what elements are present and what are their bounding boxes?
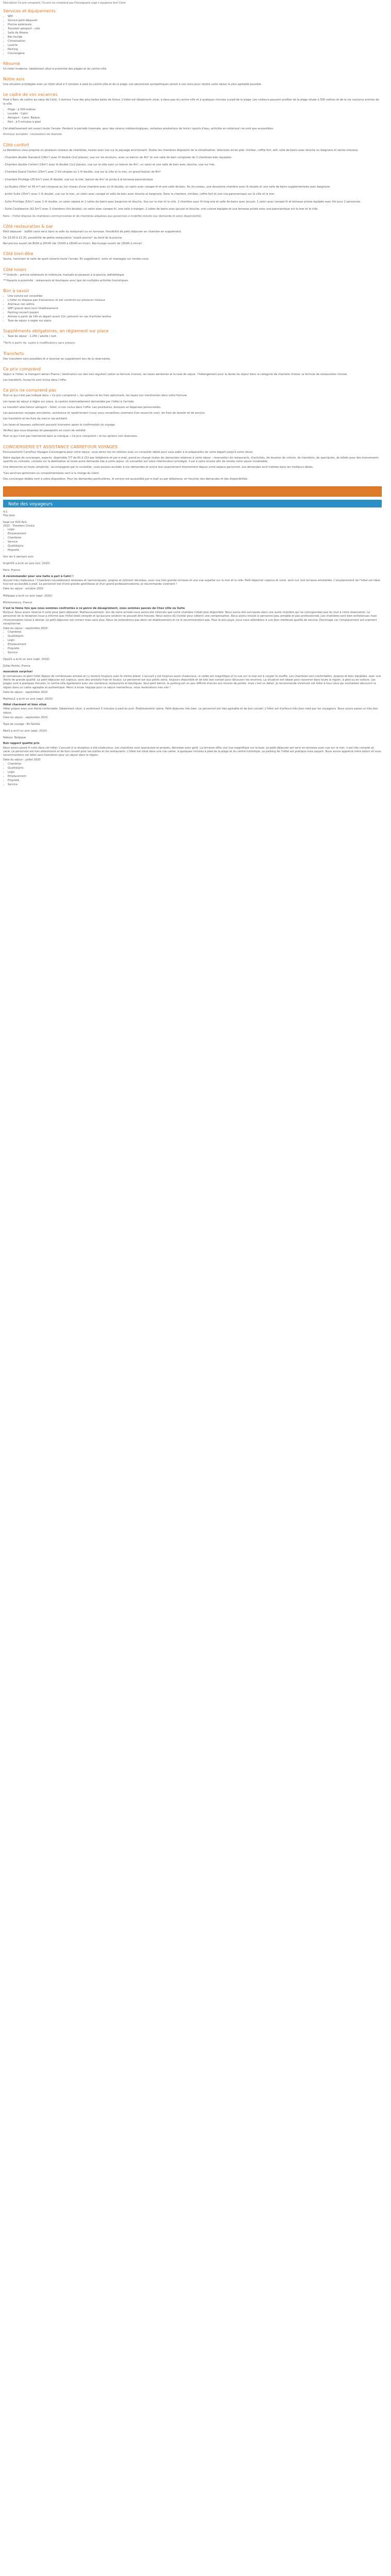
review-item	[3, 730, 382, 787]
loisirs-item: ** Gratuits : piscine extérieure et intérieure, transats et parasols à la piscine, bibliothèque.	[3, 273, 125, 277]
prix-ne-comprend-title: Ce prix ne comprend pas	[3, 387, 56, 393]
review-title: A recommander pour une halte à pari à Cahri !	[3, 574, 74, 578]
see-latest-reviews-link[interactable]: Voir les 5 derniers avis	[3, 555, 34, 559]
list-item: • Parking	[8, 48, 382, 52]
list-item: • Arrivée à partir de 14h et départ avant 11h, prévenir en cas d'arrivée tardive	[8, 315, 382, 319]
reviews-section	[3, 511, 382, 787]
services-title: Services et équipements	[3, 8, 56, 13]
rating-category: • Chambres	[8, 631, 382, 634]
review-date: Date du séjour : octobre 2020	[3, 587, 43, 591]
conciergerie-p3: Une démarche en toute simplicité : accompagnés par le conseiller, vous pouvez accéder à vos demandes et suivre leur avancement directement depuis votre espace personnel. Les demandes sont traitées dans les meilleurs délais.	[3, 466, 314, 469]
prix-ne-comprend-p2: Les taxes de séjour à régler sur place, la caution éventuellement demandée par l'hôtel à l'arrivée.	[3, 400, 135, 403]
conciergerie-p1: Exclusivement Carrefour Voyages Conciergerie pour votre séjour, vous serez mis en relation avec un conseiller dédié pour vous aider à la préparation de votre départ jusqu'à votre retour.	[3, 450, 254, 454]
rating-category: • Logis	[8, 528, 382, 532]
confort-title: Côté confort	[3, 142, 29, 147]
list-item: • Service petit-déjeuner	[8, 19, 382, 23]
rooms-block	[3, 149, 382, 219]
cadre-note: Animaux acceptés : nécessitant de réserver.	[3, 133, 63, 137]
review-body: Nous avons passé 4 nuits dans cet hôtel. L'accueil à la réception a été chaleureux. Les chambres sont spacieuses et propres, décorées avec goût. La terrasse offre une vue magnifique sur la baie. Le petit-déjeuner est servi en terrasse avec vue sur la mer, il est très complet et varié. Le personnel est très attentionné et de bon conseil pour les visites et les restaurants. L'hôtel est situé dans une rue calme, à quelques minutes à pied de la plage et du centre historique. Le parking de l'hôtel est pratique mais payant. Nous avons apprécié notre séjour et nous recommandons cet hôtel sans hésitation pour un séjour dans la région.	[3, 746, 381, 757]
review-meta: Millipapo a écrit un avis (sept. 2020)	[3, 594, 52, 598]
list-item: • WIFI gratuit dans tout l'établissement	[8, 307, 382, 311]
list-item: • Une voiture est conseillée	[8, 295, 382, 298]
review-date: Date du séjour : septembre 2020	[3, 690, 48, 694]
cadre-outro: Cet établissement est ouvert toute l'année. Pendant la période hivernale, pour des raisons météorologiques, certaines prestations de loisirs (sports d'eau, activités en extérieur) ne sont pas accessibles.	[3, 127, 274, 131]
rating-categories	[3, 528, 382, 552]
supplements-note: *Tarifs à partir de, sujets à modifications sans préavis.	[3, 342, 76, 345]
list-item: • L'hôtel ne dispose pas d'ascenseur et est construit sur plusieurs niveaux	[8, 299, 382, 302]
review-meta: Bbe3 a écrit un avis (sept. 2020)	[3, 730, 47, 733]
cadre-intro: Posé à flanc de colline au cœur de Cahri, il domine l'une des plus belles baies de Grèce. L'hôtel est idéalement situé, à deux pas du centre-ville et à quelques minutes à pied de la plage. Les visiteurs peuvent profiter de la plage située à 500 mètres et de la vie nocturne animée de la ville.	[3, 98, 379, 106]
room-description: - Chambre Privilège (25,5m²) avec lit double, vue sur la mer, balcon de 4m² et accès à la terrasse panoramique.	[3, 178, 154, 181]
loisirs-item: ** Payants à proximité : restaurants et boutiques ainsi que de multiples activités touristiques.	[3, 279, 129, 282]
rating-category: • Propreté	[8, 779, 382, 783]
restauration-p3: Bar-piscine ouvert de 8h00 à 20h00 (de 15h00 à 18h00 en hiver). Bar-lounge ouvert de 18h00 à minuit.	[3, 242, 143, 245]
review-title: Bon rapport qualité prix	[3, 742, 40, 745]
bon-savoir-title: Bon à savoir	[3, 288, 29, 294]
room-description: - Chambre double Standard (19m²) avec lit double (1x2 places), vue sur les environs, avec un balcon de 4m² et une salle de bain composée de 2 chambres bien équipées.	[3, 156, 233, 159]
list-item: • Localité : Cahri	[8, 112, 382, 116]
rating-category: • Emplacement	[8, 643, 382, 647]
prix-ne-comprend-p6: Les taxes et hausses carburant pouvant intervenir après la confirmation du voyage.	[3, 423, 116, 427]
transferts-title: Transferts	[3, 350, 24, 356]
reviews-score-label: Très bien	[3, 514, 15, 518]
services-list	[3, 15, 382, 56]
reviews-count: basé sur 629 Avis	[3, 521, 27, 524]
rating-category: • Service	[8, 540, 382, 544]
list-item: • Taxe de séjour : 1,25€ / adulte / nuit	[8, 335, 382, 338]
review-body: Accueil très chaleureux ! Chambres nouvellement rénovées et harmonieuses, propres et joliment décorées, avec une très grande terrasse et une vue superbe sur la mer et la ville. Petit-déjeuner copieux et varié, servi sur une terrasse ensoleillée. L'emplacement de l'hôtel est idéal, tout est accessible à pied. Le personnel est d'une grande gentillesse et d'un grand professionnalisme. Je recommande vivement !	[3, 579, 381, 586]
prix-ne-comprend-p4: Les assurances voyages annulation, assistance et rapatriement (nous vous conseillons vivement d'en souscrire une), les frais de dossier et de service.	[3, 412, 206, 415]
supplements-list	[3, 335, 382, 338]
prix-ne-comprend-p7: Vérifiez que vous disposez de passeports en cours de validité.	[3, 429, 87, 433]
prix-ne-comprend-p1: Tout ce qui n'est pas indiqué dans « Ce prix comprend », les options et les frais optionnels, les repas non mentionnés dans votre formule.	[3, 394, 188, 398]
list-item: • Plage : à 500 mètres	[8, 108, 382, 112]
reviews-score: 4,5	[3, 511, 8, 514]
list-item: • Parking couvert payant	[8, 311, 382, 315]
rating-category: • Emplacement	[8, 775, 382, 778]
reviews-filter: 2021 - Travelers Choice	[3, 524, 35, 528]
review-location: Nabeul, Belgique	[3, 736, 26, 740]
review-item	[3, 562, 382, 591]
list-item: • Laverie	[8, 44, 382, 47]
room-description: - Junior Suite (25m²) avec 1 lit double, vue sur la mer, un salon avec canapé et salle de bain avec douche et baignoire. Dans la chambre, minibar, coffre-fort et une vue panoramique sur la ville et la mer.	[3, 193, 275, 196]
page	[0, 0, 385, 795]
bien-etre-text: Sauna, hammam et salle de sport ouverts toute l'année. En supplément, soins et massages sur rendez-vous.	[3, 258, 150, 261]
resume-title: Résumé	[3, 60, 20, 66]
list-item: • Aéroport : Cahri, Baléze	[8, 116, 382, 120]
review-trip-type: Type de voyage : En famille	[3, 723, 40, 726]
review-date: Date du séjour : septembre 2020	[3, 627, 48, 631]
list-item: • Climatisation	[8, 40, 382, 43]
transferts-text: Des transferts sont possibles et à réserver en supplément lors de la réservation.	[3, 357, 111, 361]
review-body: Hôtel propre avec une literie confortable. Idéalement situé, à seulement 5 minutes à pied du port. Établissement calme. Petit-déjeuner très bien. Le personnel est très agréable et de bon conseil. L'hôtel est d'ailleurs très bien noté par les voyageurs. Nous avons passé un très bon séjour.	[3, 707, 378, 715]
resume-text: Un hôtel moderne, idéalement situé à proximité des plages et du centre-ville.	[3, 67, 107, 71]
confort-intro: La Résidence vous propose un plusieurs niveaux de chambres, toutes avec vue sur le paysage environnant. Toutes les chambres disposent de la climatisation, télévision écran plat, minibar, coffre-fort, wifi, salle de bains avec douche ou baignoire et sèche-cheveux.	[3, 148, 359, 152]
review-meta: bright01 a écrit un avis (oct. 2020)	[3, 562, 50, 566]
room-description: - Suite Cavaliesche (92,5m²) avec 2 chambres (lits double), un salon avec canapé-lit, une salle à manger, 2 salles de bains avec jacuzzi et douche, une cuisine équipée et une terrasse privée avec vue panoramique sur la mer et la ville.	[3, 207, 319, 211]
review-title: Hôtel charmant et bien situé	[3, 703, 47, 707]
confort-note: Note : l'hôtel dispose de chambres communicantes et de chambres adaptées aux personnes à mobilité réduite (sur demande et selon disponibilité).	[3, 215, 202, 218]
prix-comprend-p1: Séjour à l'hôtel, le transport aérien France / destination sur des vols réguliers (selon la formule choisie), les taxes aériennes et la taxe de séjour, l'hébergement pour la durée du séjour dans la catégorie de chambre choisie, la formule de restauration choisie.	[3, 372, 348, 376]
prix-comprend-p2: Les transferts, lorsqu'ils sont inclus dans l'offre.	[3, 379, 67, 382]
notre-avis-text: Une situation privilégiée avec un hôtel situé à 5 minutes à pied du centre-ville et de la plage. Les personnels sympathiques seront à vos soins pour rendre votre séjour le plus agréable possible.	[3, 83, 262, 87]
list-item: • Animaux non admis	[8, 303, 382, 307]
review-date: Date du séjour : juillet 2020	[3, 758, 41, 762]
reviews-banner: Note des voyageurs	[3, 500, 382, 507]
review-item	[3, 698, 382, 720]
list-item: • Piscine extérieure	[8, 23, 382, 27]
prix-ne-comprend-p5: Les transferts et les frais de visa le cas échéant.	[3, 417, 68, 421]
restauration-title: Côté restauration & bar	[3, 224, 53, 229]
bien-etre-title: Côté bien-être	[3, 251, 34, 257]
conciergerie-title: CONCIERGERIE ET ASSISTANCE CARREFOUR VOYAGES	[3, 444, 118, 449]
rating-category: • Qualité/prix	[8, 545, 382, 548]
review-meta: Djaz21 a écrit un avis (sept. 2020)	[3, 658, 50, 662]
room-description: - Chambre double Confort (19m²) avec lit double (1x2 places), vue sur la ville avec un balcon de 4m², un salon et une salle de bain avec douche, vue sur mer.	[3, 163, 216, 167]
conciergerie-p4: *Les services optionnels ou complémentaires sont à la charge du client.	[3, 471, 100, 475]
list-item: • Port : à 5 minutes à pied	[8, 121, 382, 124]
rating-category: • Emplacement	[8, 532, 382, 536]
rating-category: • Logis	[8, 639, 382, 642]
notre-avis-title: Notre avis	[3, 76, 25, 82]
conciergerie-p5: Des concierges dédiés sont à votre disposition. Pour les demandes particulières, le service est accessible par e-mail ou par téléphone, en fonction des demandes et des disponibilités.	[3, 478, 249, 481]
review-body: Bonjour. Nous avons réservé 4 nuits pour petit-déjeuner. Malheureusement, lors de notre arrivée nous avons été informés que notre chambre n'était plus disponible. Nous avons été surclassés dans une autre chambre qui ne correspondait pas du tout à notre réservation. Le personnel de la réception nous a informé que l'hôtel était complet et qu'aucune solution ne pouvait être trouvée. Nous avons dû insister pour obtenir une compensation. Nous avons trouvé le personnel peu aimable et peu professionnel. Les chambres sont bien entretenues mais l'insonorisation laisse à désirer. Le petit-déjeuner est correct mais sans plus. Nous ne reviendrons pas dans cet établissement et ne le recommandons pas. Pour le prix payé, nous nous attendions à une bien meilleure qualité de service. Dommage car l'emplacement est vraiment exceptionnel.	[3, 611, 377, 625]
list-item: • Salle de fitness	[8, 31, 382, 35]
review-item	[3, 723, 382, 726]
review-date: Date du séjour : septembre 2020	[3, 716, 48, 720]
prix-ne-comprend-p3: Le transfert aller/retour aéroport – hôtel, si non inclus dans l'offre. Les pourboires, boissons et dépenses personnelles.	[3, 405, 161, 409]
room-description: - Chambre Grand Confort (25m²) avec 2 lits simples ou 1 lit double, vue sur la ville et la mer, un grand balcon de 8m².	[3, 171, 162, 174]
room-description: - Le Duplex (43m² et 36 m²) est composé au 1er niveau d'une chambre avec un lit double, un salon avec canapé-lit et une salle de bain. Au 2e niveau, une deuxième chambre avec lit double et une salle de bains supplémentaire avec baignoire.	[3, 185, 331, 189]
distances-list	[3, 108, 382, 124]
list-item: • Taxe de séjour à régler sur place.	[8, 319, 382, 323]
list-item: • Conciergerie	[8, 52, 382, 56]
prix-ne-comprend-p8: Tout ce qui n'est pas mentionné dans la rubrique « Ce prix comprend » et les options non réservées.	[3, 435, 138, 438]
review-meta: Mathieu1 a écrit un avis (sept. 2020)	[3, 698, 53, 701]
list-item: • Wifi	[8, 15, 382, 19]
rating-category: • Chambres	[8, 762, 382, 766]
review-body: Je connaissais ce petit hôtel depuis de nombreuses années et j'y reviens toujours avec le même plaisir. L'accueil y est toujours aussi chaleureux, le cadre est magnifique et la vue sur la mer est à couper le souffle. Les chambres sont confortables, propres et bien équipées, avec une literie de grande qualité. Le petit-déjeuner est copieux, avec des produits frais et locaux. Le personnel est aux petits soins, toujours disponible et de très bon conseil pour découvrir les environs. La situation est idéale pour rayonner dans toute la région, à pied ou en voiture. Les plages sont à quelques minutes, le centre-ville également avec ses nombreux restaurants et boutiques. Seul petit bémol, le parking est un peu difficile d'accès aux heures de pointe, mais c'est un détail. Je recommande vivement cet hôtel à tous ceux qui souhaitent découvrir la région dans un cadre agréable et authentique. Merci à toute l'équipe pour ce séjour merveilleux, nous reviendrons très vite !	[3, 674, 381, 689]
rating-category: • Propreté	[8, 647, 382, 651]
rating-category: • Service	[8, 651, 382, 655]
restauration-p2: De 13:00 à 21:30, possibilité de petite restauration "snack piscine" au bord de la piscine.	[3, 236, 123, 240]
loisirs-title: Côté loisirs	[3, 266, 27, 272]
bon-savoir-list	[3, 295, 382, 323]
rating-category: • Service	[8, 783, 382, 787]
review-categories	[3, 631, 382, 655]
orange-divider-bar	[3, 486, 382, 497]
rating-category: • Propreté	[8, 549, 382, 552]
room-description: - Suite Privilège (53m²) avec 1 lit double, un salon séparé et 2 salles de bains avec baignoire et douche. Vue sur la mer et la ville, 1 chambre avec lit king size et salle de bains avec jacuzzi, 1 salon avec canapé-lit et terrasse privée équipée avec lits pour 2 personnes.	[3, 200, 362, 204]
rating-category: • Qualité/prix	[8, 767, 382, 770]
prix-comprend-title: Ce prix comprend	[3, 366, 41, 371]
review-location: Paris, France	[3, 569, 20, 572]
top-nav-line: Description Ce prix comprend / Ce prix ne comprend pas Conseiguerie suge il équatoire Avis Client	[3, 2, 126, 5]
rating-category: • Qualité/prix	[8, 635, 382, 638]
list-item: • Transfert aéroport - ville	[8, 27, 382, 31]
list-item: • Bar-lounge	[8, 36, 382, 39]
restauration-p1: Petit déjeuner : buffet varié servi dans la salle du restaurant ou en terrasse. Possibilité de petit-déjeuner en chambre en supplément.	[3, 230, 182, 234]
review-categories	[3, 762, 382, 787]
conciergerie-p2: Notre équipe de concierges, experts, disponible 7/7 de 9h à 21h par téléphone et par e-mail, prend en charge toutes les demandes relatives à votre séjour : réservation de restaurants, d'activités, de location de voiture, de transferts, de spectacles, de billets pour des événements sportifs ou culturels, conseils sur la destination et toute autre demande liée à votre séjour. Un conseiller est votre interlocuteur privilégié, il est à votre écoute afin de rendre votre séjour inoubliable.	[3, 456, 379, 464]
review-item	[3, 595, 382, 655]
review-title: C'est la 5ème fois que nous sommes confrontés à ce genre de désagrément, nous sommes passés de Chez ville ou Suite	[3, 606, 185, 610]
cadre-title: Le cadre de vos vacances	[3, 92, 58, 97]
review-location: Gillac-Pointe, France	[3, 665, 30, 668]
review-title: muscatsis surprise!	[3, 670, 33, 674]
review-location: Montmorency, France	[3, 601, 32, 604]
supplements-title: Suppléments obligatoires, en règlement sur place	[3, 328, 109, 334]
rating-category: • Chambres	[8, 536, 382, 540]
rating-category: • Logis	[8, 771, 382, 774]
review-item	[3, 658, 382, 694]
